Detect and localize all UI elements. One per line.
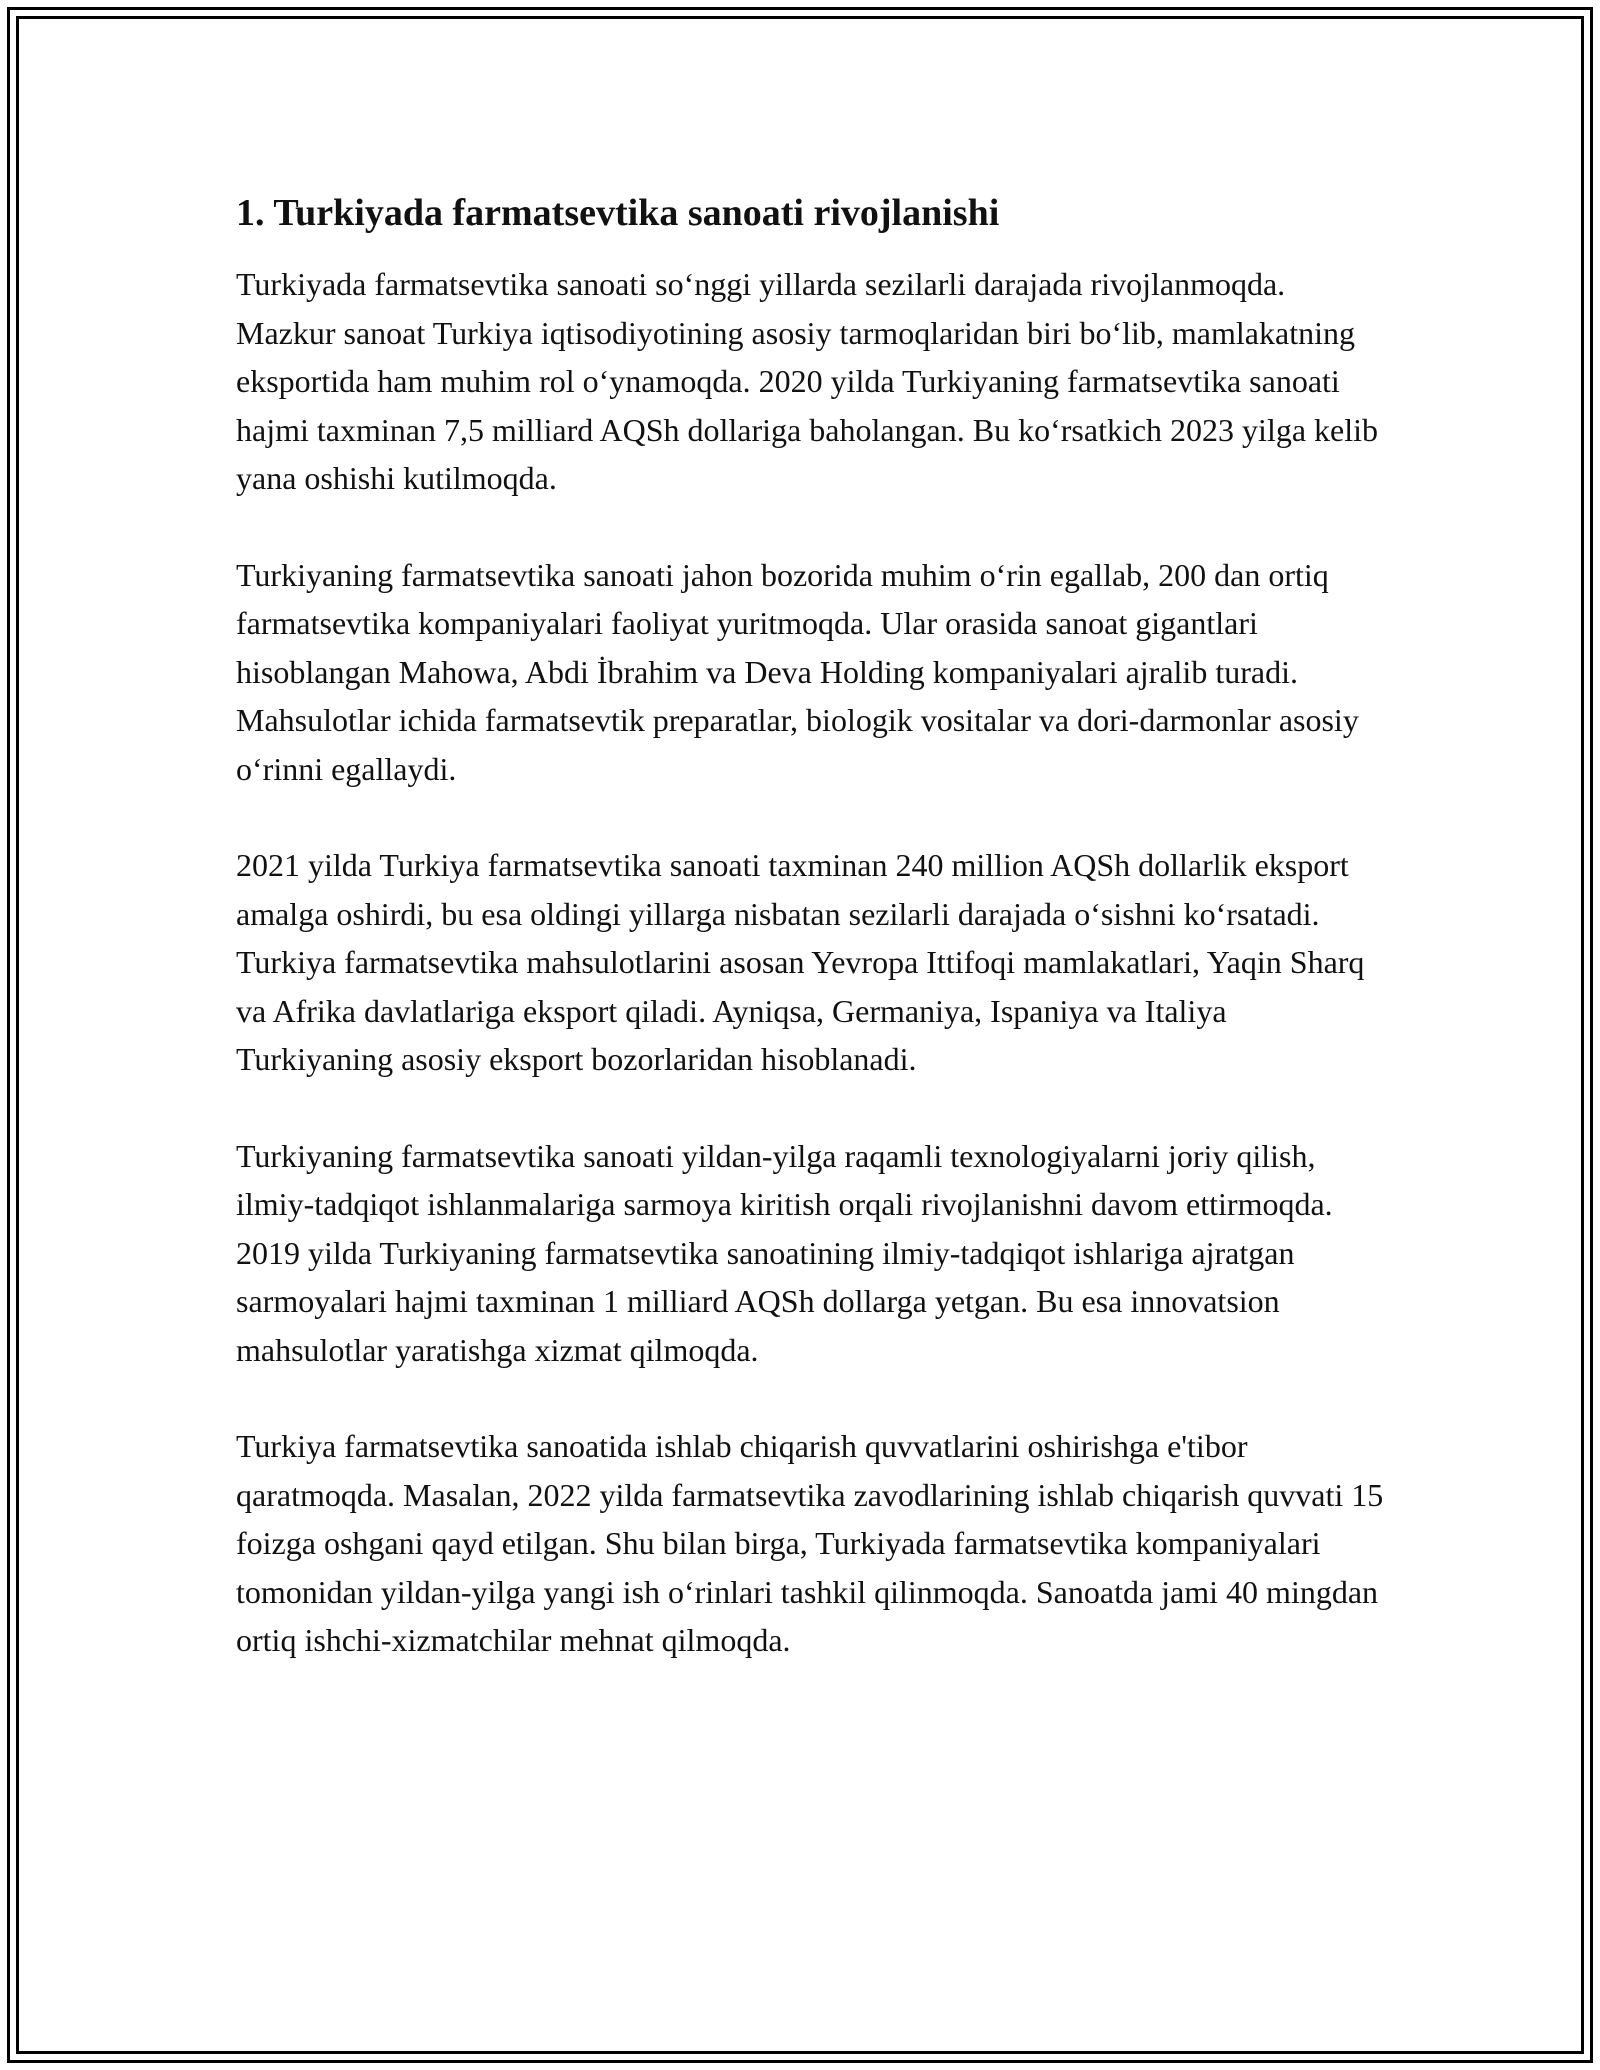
- paragraph-5: Turkiya farmatsevtika sanoatida ishlab chiqarish quvvatlarini oshirishga e'tibor qaratmoqda. Masalan, 2022 yilda farmatsevtika zavodlarining ishlab chiqarish quvvati 15 foizga oshgani qayd etilgan. Shu bilan birga, Turkiyada farmatsevtika kompaniyalari tomonidan yildan-yilga yangi ish o‘rinlari tashkil qilinmoqda. Sanoatda jami 40 mingdan ortiq ishchi-xizmatchilar mehnat qilmoqda.: [236, 1428, 1384, 1658]
- document-body: [236, 188, 1386, 1713]
- paragraph-3: 2021 yilda Turkiya farmatsevtika sanoati taxminan 240 million AQSh dollarlik eksport amalga oshirdi, bu esa oldingi yillarga nisbatan sezilarli darajada o‘sishni ko‘rsatadi. Turkiya farmatsevtika mahsulotlarini asosan Yevropa Ittifoqi mamlakatlari, Yaqin Sharq va Afrika davlatlariga eksport qiladi. Ayniqsa, Germaniya, Ispaniya va Italiya Turkiyaning asosiy eksport bozorlaridan hisoblanadi.: [236, 847, 1365, 1077]
- paragraph-2: Turkiyaning farmatsevtika sanoati jahon bozorida muhim o‘rin egallab, 200 dan ortiq farmatsevtika kompaniyalari faoliyat yuritmoqda. Ular orasida sanoat gigantlari hisoblangan Mahowa, Abdi İbrahim va Deva Holding kompaniyalari ajralib turadi. Mahsulotlar ichida farmatsevtik preparatlar, biologik vositalar va dori-darmonlar asosiy o‘rinni egallaydi.: [236, 556, 1359, 787]
- paragraph-4: Turkiyaning farmatsevtika sanoati yildan-yilga raqamli texnologiyalarni joriy qilish, ilmiy-tadqiqot ishlanmalariga sarmoya kiritish orqali rivojlanishni davom ettirmoqda. 2019 yilda Turkiyaning farmatsevtika sanoatining ilmiy-tadqiqot ishlariga ajratgan sarmoyalari hajmi taxminan 1 milliard AQSh dollarga yetgan. Bu esa innovatsion mahsulotlar yaratishga xizmat qilmoqda.: [236, 1137, 1333, 1368]
- section-heading: 1. Turkiyada farmatsevtika sanoati rivojlanishi: [236, 192, 1000, 234]
- paragraph-1: Turkiyada farmatsevtika sanoati so‘nggi yillarda sezilarli darajada rivojlanmoqda. Mazkur sanoat Turkiya iqtisodiyotining asosiy tarmoqlaridan biri bo‘lib, mamlakatning eksportida ham muhim rol o‘ynamoqda. 2020 yilda Turkiyaning farmatsevtika sanoati hajmi taxminan 7,5 milliard AQSh dollariga baholangan. Bu ko‘rsatkich 2023 yilga kelib yana oshishi kutilmoqda.: [236, 266, 1379, 496]
